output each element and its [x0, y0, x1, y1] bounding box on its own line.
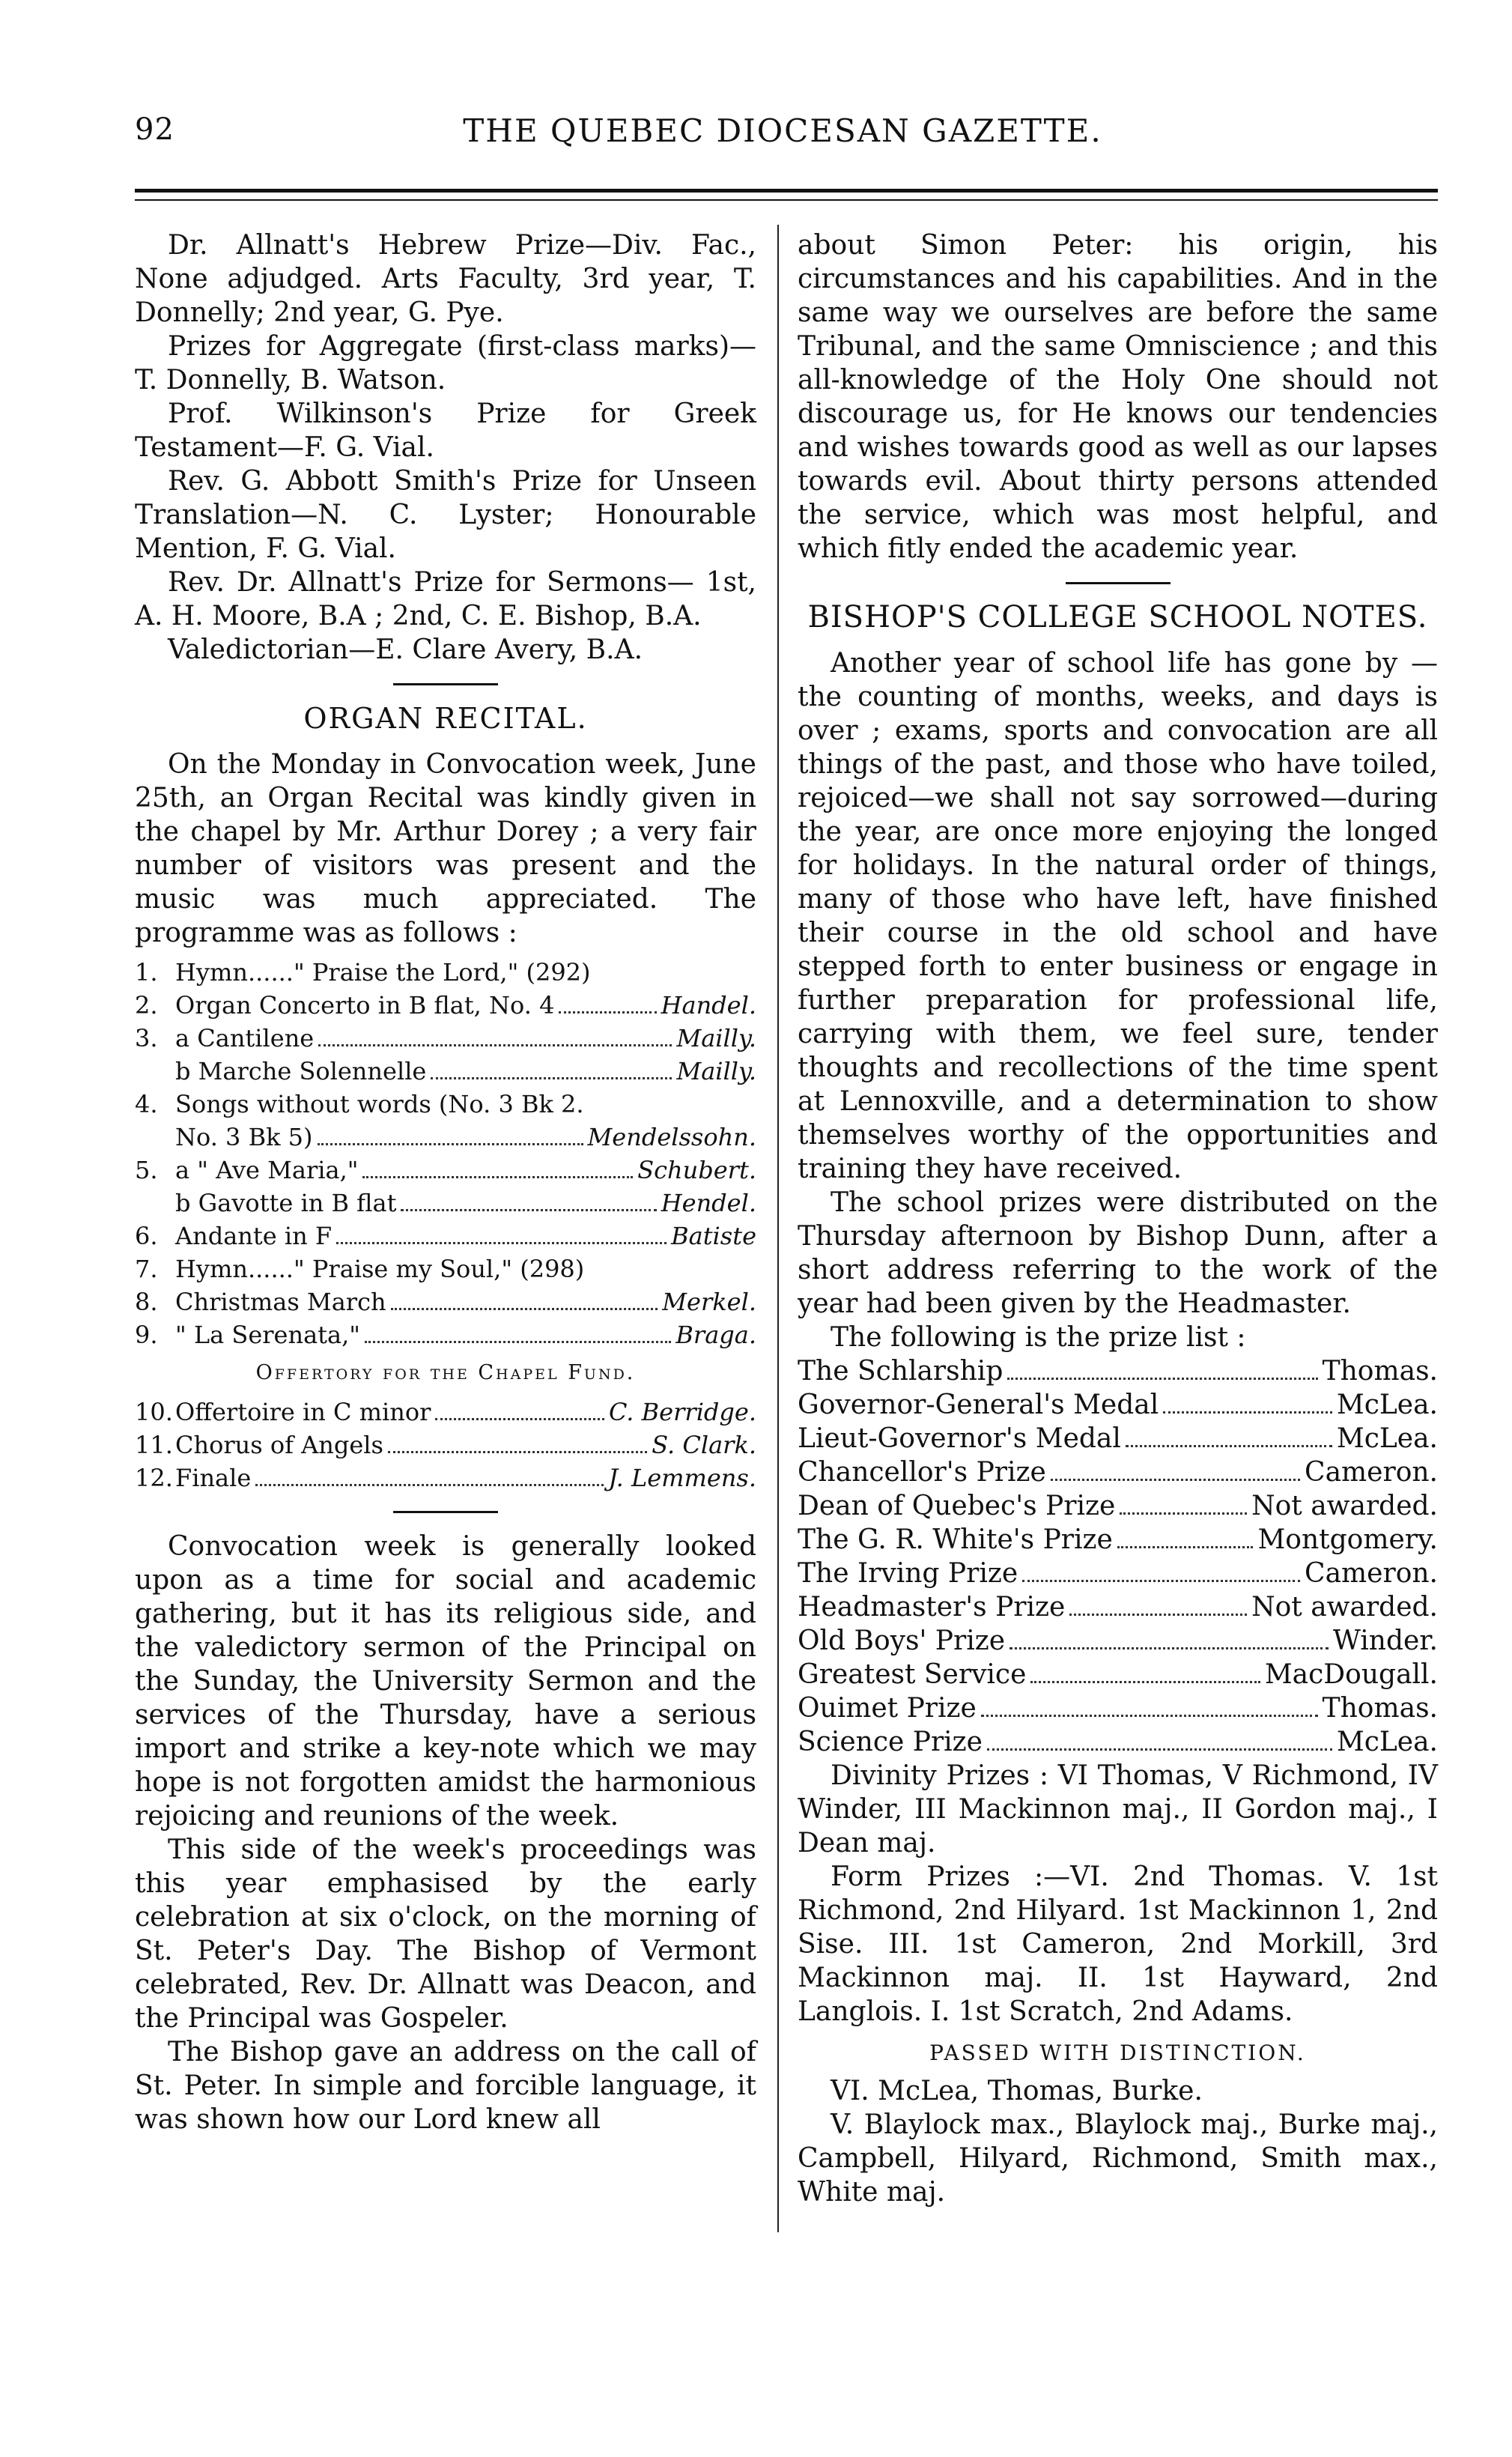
- header-rule-thick: [135, 189, 1438, 193]
- prize-winner: McLea.: [1336, 1727, 1438, 1757]
- header-rule-thin: [135, 199, 1438, 201]
- leader-dots: [336, 1242, 667, 1244]
- prize-entry: [798, 1725, 1438, 1759]
- organ-recital-title: ORGAN RECITAL.: [303, 702, 588, 735]
- passed-vi: VI. McLea, Thomas, Burke.: [831, 2076, 1203, 2106]
- programme-item-number: 10.: [135, 1398, 173, 1426]
- leader-dots: [255, 1484, 604, 1486]
- programme-item-composer: Hendel.: [661, 1189, 756, 1217]
- programme-item-piece: No. 3 Bk 5): [175, 1123, 313, 1151]
- prize-entry: [798, 1691, 1438, 1725]
- programme-item-composer: S. Clark.: [652, 1431, 756, 1459]
- programme-item-piece: Hymn......" Praise the Lord," (292): [175, 958, 591, 987]
- prize-paragraph: Rev. Dr. Allnatt's Prize for Sermons— 1st, A. H. Moore, B.A ; 2nd, C. E. Bishop, B.A.: [135, 567, 756, 631]
- programme-item-piece: Finale: [175, 1464, 252, 1492]
- prize-winner: Not awarded.: [1251, 1592, 1438, 1623]
- programme-item: [135, 1055, 756, 1088]
- programme-item-number: 9.: [135, 1321, 158, 1349]
- leader-dots: [987, 1748, 1332, 1751]
- prize-winner: Cameron.: [1305, 1457, 1438, 1488]
- prize-winner: Winder.: [1332, 1626, 1438, 1656]
- prize-paragraph: Rev. G. Abbott Smith's Prize for Unseen Translation—N. C. Lyster; Honourable Mention, F. G. Vial.: [135, 466, 756, 564]
- programme-item-composer: J. Lemmens.: [608, 1464, 756, 1492]
- prize-entry: [798, 1422, 1438, 1455]
- prize-entry: [798, 1388, 1438, 1422]
- prize-entry: [798, 1590, 1438, 1624]
- passed-v: V. Blaylock max., Blaylock maj., Burke maj., Campbell, Hilyard, Richmond, Smith max., White maj.: [798, 2109, 1438, 2208]
- offertory-heading: Offertory for the Chapel Fund.: [255, 1361, 636, 1384]
- programme-item-number: 4.: [135, 1090, 158, 1118]
- leader-dots: [388, 1451, 647, 1453]
- prize-paragraph: Prizes for Aggregate (first-class marks)— T. Donnelly, B. Watson.: [135, 331, 756, 396]
- continuation-paragraph: about Simon Peter: his origin, his circumstances and his capabilities. And in the same way we ourselves are before the same Tribunal, and the same Omniscience ; and this all-knowledge of the Holy One should not discourage us, for He knows our tendencies and wishes towards good as well as our lapses towards evil. About thirty persons attended the service, which was most helpful, and which fitly ended the academic year.: [798, 230, 1438, 564]
- prize-winner: Not awarded.: [1251, 1491, 1438, 1521]
- programme-item: [135, 1252, 756, 1285]
- programme-item: [135, 1088, 756, 1121]
- programme-item-piece: Offertoire in C minor: [175, 1398, 431, 1426]
- leader-dots: [1163, 1411, 1332, 1414]
- prize-name: Greatest Service: [798, 1659, 1027, 1690]
- prize-paragraph: Dr. Allnatt's Hebrew Prize—Div. Fac., None adjudged. Arts Faculty, 3rd year, T. Donnelly; 2nd year, G. Pye.: [135, 230, 756, 328]
- programme-item-piece: Andante in F: [175, 1222, 333, 1250]
- programme-item: [135, 956, 756, 989]
- section-divider: [393, 1511, 498, 1513]
- programme-item-number: 1.: [135, 958, 158, 987]
- leader-dots: [1022, 1580, 1300, 1582]
- prize-name: Ouimet Prize: [798, 1693, 977, 1724]
- prize-name: Science Prize: [798, 1727, 983, 1757]
- programme-item: [135, 1429, 756, 1461]
- section-divider: [393, 683, 498, 685]
- leader-dots: [1120, 1512, 1247, 1515]
- journal-title: THE QUEBEC DIOCESAN GAZETTE.: [463, 112, 1102, 149]
- leader-dots: [318, 1143, 583, 1145]
- prize-entry: [798, 1455, 1438, 1489]
- prize-name: Lieut-Governor's Medal: [798, 1423, 1121, 1454]
- programme-item-piece: Christmas March: [175, 1288, 386, 1316]
- prize-name: Dean of Quebec's Prize: [798, 1491, 1116, 1521]
- convocation-paragraph: This side of the week's proceedings was this year emphasised by the early celebration at six o'clock, on the morning of St. Peter's Day. The Bishop of Vermont celebrated, Rev. Dr. Allnatt was Deacon, and the Principal was Gospeler.: [135, 1835, 756, 2034]
- programme-item: [135, 1187, 756, 1220]
- leader-dots: [365, 1341, 671, 1343]
- programme-item-piece: a Cantilene: [175, 1024, 315, 1052]
- leader-dots: [318, 1044, 672, 1046]
- prize-winner: Thomas.: [1322, 1693, 1438, 1724]
- prize-entry: [798, 1523, 1438, 1557]
- prize-entry: [798, 1557, 1438, 1590]
- prize-name: The Schlarship: [798, 1356, 1004, 1387]
- leader-dots: [1009, 1647, 1329, 1649]
- passed-with-distinction-heading: PASSED WITH DISTINCTION.: [929, 2041, 1306, 2065]
- programme-item-number: 3.: [135, 1024, 158, 1052]
- programme-item-number: 8.: [135, 1288, 158, 1316]
- prize-paragraph: Valedictorian—E. Clare Avery, B.A.: [168, 634, 643, 665]
- programme-item-number: 2.: [135, 991, 158, 1020]
- prize-paragraph: Prof. Wilkinson's Prize for Greek Testament—F. G. Vial.: [135, 399, 756, 463]
- convocation-paragraph: The Bishop gave an address on the call of St. Peter. In simple and forcible language, it was shown how our Lord knew all: [135, 2037, 756, 2135]
- prize-winner: Cameron.: [1305, 1558, 1438, 1589]
- school-paragraph: Another year of school life has gone by —the counting of months, weeks, and days is over ; exams, sports and convocation are all things of the past, and those who have toiled, rejoiced—we shall not say sorrowed—during the year, are once more enjoying the longed for holidays. In the natural order of things, many of those who have left, have finished their course in the old school and have stepped forth to enter business or engage in further preparation for professional life, carrying with them, we feel sure, tender thoughts and recollections of the time spent at Lennoxville, and a determination to show themselves worthy of the opportunities and training they have received.: [798, 648, 1438, 1184]
- leader-dots: [559, 1011, 656, 1014]
- programme-item-piece: b Gavotte in B flat: [175, 1189, 397, 1217]
- leader-dots: [1030, 1681, 1260, 1683]
- prize-name: Chancellor's Prize: [798, 1457, 1046, 1488]
- form-prizes: Form Prizes :—VI. 2nd Thomas. V. 1st Richmond, 2nd Hilyard. 1st Mackinnon 1, 2nd Sise. III. 1st Cameron, 2nd Morkill, 3rd Mackinnon maj. II. 1st Hayward, 2nd Langlois. I. 1st Scratch, 2nd Adams.: [798, 1861, 1438, 2027]
- programme-item: [135, 1154, 756, 1187]
- programme-item: [135, 989, 756, 1022]
- leader-dots: [431, 1077, 672, 1079]
- programme-item-composer: Mailly.: [676, 1024, 756, 1052]
- prize-winner: McLea.: [1336, 1390, 1438, 1420]
- programme-item: [135, 1220, 756, 1252]
- school-notes-title: BISHOP'S COLLEGE SCHOOL NOTES.: [807, 600, 1428, 634]
- programme-item-piece: Chorus of Angels: [175, 1431, 383, 1459]
- page-number: 92: [135, 112, 174, 147]
- leader-dots: [1051, 1479, 1300, 1481]
- prize-entry: [798, 1354, 1438, 1388]
- organ-recital-intro: On the Monday in Convocation week, June 25th, an Organ Recital was kindly given in the chapel by Mr. Arthur Dorey ; a very fair number of visitors was present and the music was much appreciated. The programme was as follows :: [135, 749, 756, 948]
- page-header: [120, 112, 1445, 165]
- leader-dots: [981, 1715, 1318, 1717]
- programme-item: [135, 1461, 756, 1494]
- prize-winner: Montgomery.: [1257, 1524, 1438, 1555]
- programme-item: [135, 1318, 756, 1351]
- leader-dots: [1126, 1445, 1332, 1447]
- prize-winner: Thomas.: [1322, 1356, 1438, 1387]
- leader-dots: [391, 1308, 658, 1310]
- programme-item-piece: b Marche Solennelle: [175, 1057, 427, 1085]
- prize-entry: [798, 1624, 1438, 1658]
- section-divider: [1066, 582, 1171, 584]
- programme-item-piece: Songs without words (No. 3 Bk 2.: [175, 1090, 584, 1118]
- programme-item-composer: Mailly.: [676, 1057, 756, 1085]
- programme-item: [135, 1121, 756, 1154]
- leader-dots: [1117, 1546, 1254, 1548]
- leader-dots: [362, 1176, 633, 1178]
- programme-item-number: 11.: [135, 1431, 173, 1459]
- leader-dots: [401, 1209, 656, 1211]
- leader-dots: [1069, 1614, 1247, 1616]
- leader-dots: [1007, 1378, 1317, 1380]
- school-paragraph: The school prizes were distributed on the Thursday afternoon by Bishop Dunn, after a short address referring to the work of the year had been given by the Headmaster.: [798, 1187, 1438, 1319]
- school-paragraph: The following is the prize list :: [831, 1322, 1246, 1353]
- right-column: [798, 228, 1438, 2209]
- programme-item-composer: Handel.: [661, 991, 756, 1020]
- programme-item: [135, 1396, 756, 1429]
- programme-item-number: 6.: [135, 1222, 158, 1250]
- programme-item-piece: Organ Concerto in B flat, No. 4: [175, 991, 555, 1020]
- programme-item-composer: Batiste: [671, 1222, 756, 1250]
- programme-list: [135, 956, 756, 1351]
- programme-item-composer: Braga.: [675, 1321, 756, 1349]
- programme-item-composer: Merkel.: [662, 1288, 756, 1316]
- programme-item: [135, 1022, 756, 1055]
- left-column: [135, 228, 756, 2136]
- prize-winner: MacDougall.: [1264, 1659, 1438, 1690]
- prize-winner: McLea.: [1336, 1423, 1438, 1454]
- programme-item-piece: a " Ave Maria,": [175, 1156, 359, 1184]
- prize-name: The Irving Prize: [798, 1558, 1018, 1589]
- programme-item-composer: Mendelssohn.: [587, 1123, 756, 1151]
- programme-item-composer: C. Berridge.: [608, 1398, 756, 1426]
- convocation-paragraph: Convocation week is generally looked upon as a time for social and academic gathering, but it has its religious side, and the valedictory sermon of the Principal on the Sunday, the University Sermon and the services of the Thursday, have a serious import and strike a key-note which we may hope is not forgotten amidst the harmonious rejoicing and reunions of the week.: [135, 1531, 756, 1832]
- programme-item-number: 7.: [135, 1255, 158, 1283]
- divinity-prizes: Divinity Prizes : VI Thomas, V Richmond, IV Winder, III Mackinnon maj., II Gordon maj., I Dean maj.: [798, 1760, 1438, 1858]
- prize-name: Headmaster's Prize: [798, 1592, 1066, 1623]
- programme-item-number: 12.: [135, 1464, 173, 1492]
- programme-item: [135, 1285, 756, 1318]
- prize-name: Governor-General's Medal: [798, 1390, 1159, 1420]
- programme-item-composer: Schubert.: [637, 1156, 756, 1184]
- leader-dots: [435, 1418, 604, 1420]
- column-divider: [777, 225, 779, 2232]
- programme-list-offertory: [135, 1396, 756, 1494]
- prize-list: [798, 1354, 1438, 1759]
- programme-item-number: 5.: [135, 1156, 158, 1184]
- prize-entry: [798, 1658, 1438, 1691]
- prize-entry: [798, 1489, 1438, 1523]
- programme-item-piece: Hymn......" Praise my Soul," (298): [175, 1255, 585, 1283]
- prize-name: Old Boys' Prize: [798, 1626, 1006, 1656]
- prize-name: The G. R. White's Prize: [798, 1524, 1113, 1555]
- programme-item-piece: " La Serenata,": [175, 1321, 360, 1349]
